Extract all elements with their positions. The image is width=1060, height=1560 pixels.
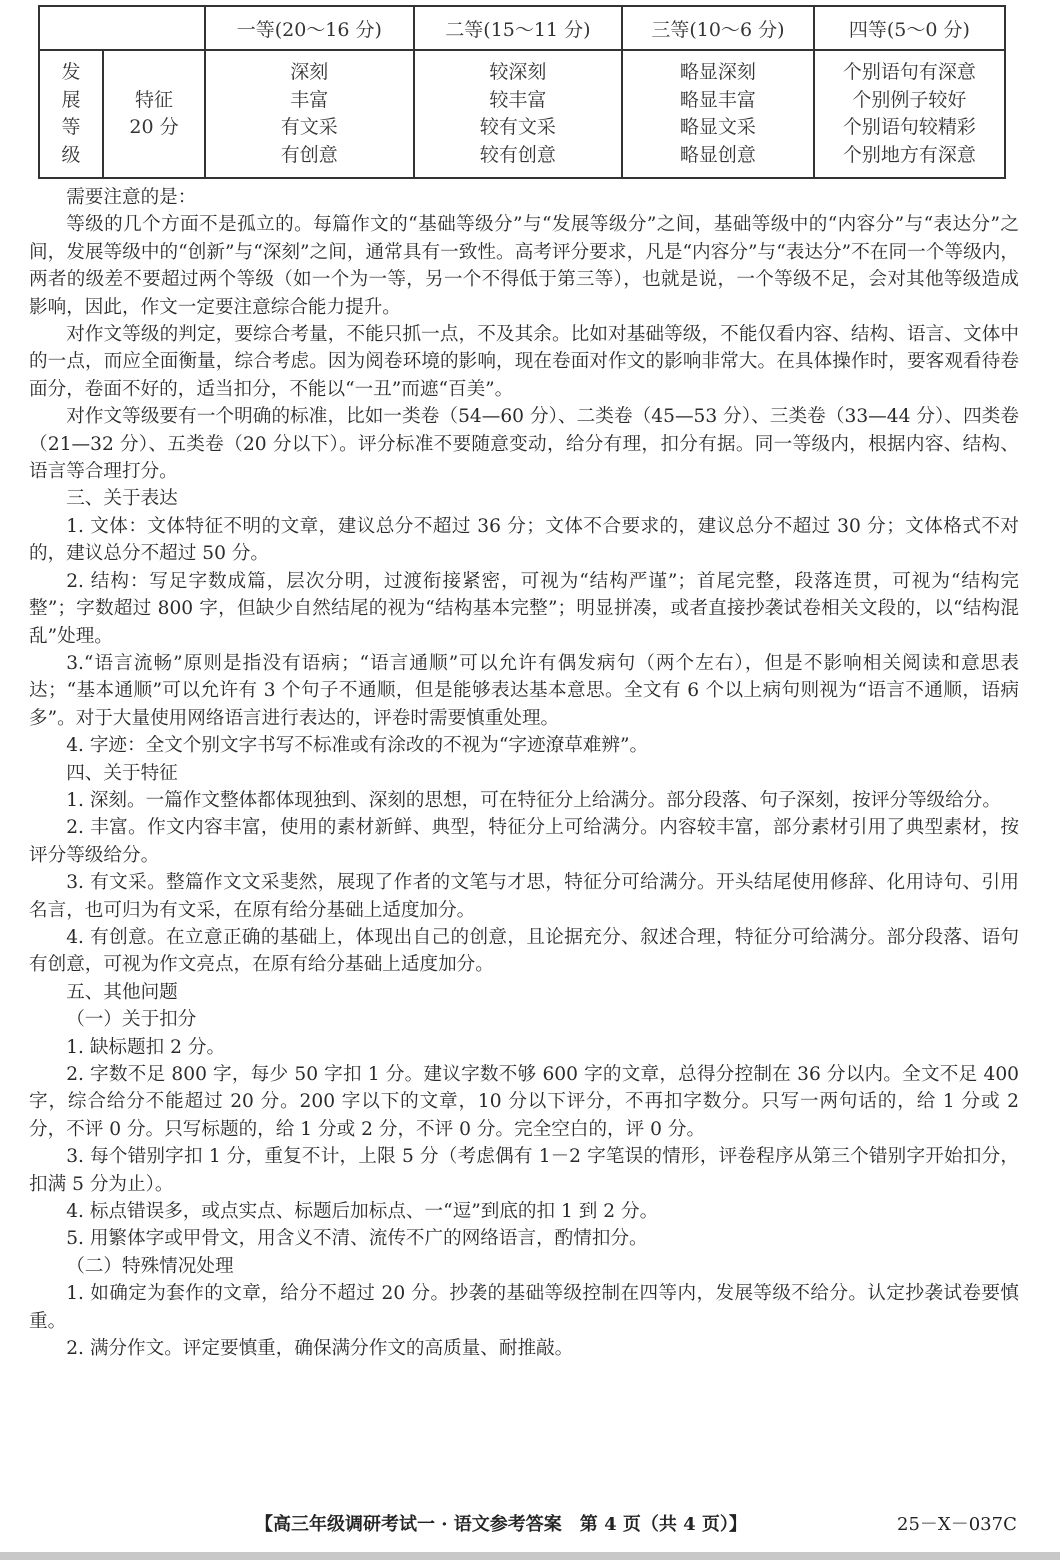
subsection-heading: （一）关于扣分 bbox=[66, 1009, 197, 1031]
paragraph: 4. 标点错误多，或点实点、标题后加标点、一“逗”到底的扣 1 到 2 分。 bbox=[66, 1201, 659, 1223]
cell-line: 略显深刻 bbox=[679, 61, 756, 83]
cell-line: 个别地方有深意 bbox=[842, 143, 976, 166]
table-cell-grade-4 bbox=[814, 50, 1005, 178]
section-heading: 五、其他问题 bbox=[66, 981, 178, 1003]
paragraph: 3. 每个错别字扣 1 分，重复不计，上限 5 分（考虑偶有 1－2 字笔误的情形，评卷程序从第三个错别字开始扣分，扣满 5 分为止）。 bbox=[29, 1146, 1019, 1195]
cell-line: 较深刻 bbox=[489, 61, 547, 83]
cell-line: 有文采 bbox=[280, 116, 338, 138]
table-row bbox=[39, 50, 1005, 178]
section-heading: 三、关于表达 bbox=[66, 488, 178, 510]
table-cell-grade-3 bbox=[622, 50, 813, 178]
table-cell-grade-1 bbox=[205, 50, 414, 178]
cell-line: 较丰富 bbox=[489, 88, 547, 111]
paragraph: 1. 文体：文体特征不明的文章，建议总分不超过 36 分；文体不合要求的，建议总分不超过 30 分；文体格式不对的，建议总分不超过 50 分。 bbox=[29, 515, 1019, 565]
paragraph: 2. 字数不足 800 字，每少 50 字扣 1 分。建议字数不够 600 字的文章，总得分控制在 36 分以内。全文不足 400 字，综合给分不能超过 20 分。200 字以下的文章，10 分以下评分，不再扣字数分。只写一两句话的，给 1 分或 2 分，不评 0 分。只写标题的，给 1 分或 2 分，不评 0 分。完全空白的，评 0 分。 bbox=[29, 1064, 1019, 1140]
row-group-label bbox=[39, 50, 103, 178]
footer-code: 25－X－037C bbox=[897, 1514, 1017, 1535]
cell-line: 略显丰富 bbox=[679, 88, 756, 111]
cell-line: 丰富 bbox=[290, 88, 329, 111]
cell-line: 个别语句有深意 bbox=[842, 61, 976, 83]
cell-line: 略显文采 bbox=[679, 116, 756, 138]
cell-line: 较有文采 bbox=[479, 116, 556, 138]
cell-line: 有创意 bbox=[280, 143, 338, 166]
section-heading: 四、关于特征 bbox=[66, 762, 178, 784]
cell-line: 略显创意 bbox=[679, 143, 756, 166]
paragraph: 需要注意的是： bbox=[66, 187, 197, 208]
page-footer bbox=[0, 1510, 1060, 1542]
paragraph: 2. 丰富。作文内容丰富，使用的素材新鲜、典型，特征分上可给满分。内容较丰富，部分素材引用了典型素材，按评分等级给分。 bbox=[29, 817, 1019, 866]
row-group-text: 发展等级 bbox=[61, 61, 81, 166]
cell-line: 个别语句较精彩 bbox=[842, 116, 976, 138]
bottom-divider bbox=[0, 1552, 1060, 1560]
grading-table bbox=[38, 5, 1006, 179]
paragraph: 5. 用繁体字或甲骨文，用含义不清、流传不广的网络语言，酌情扣分。 bbox=[66, 1228, 648, 1250]
cell-line: 深刻 bbox=[290, 61, 329, 83]
table-header-grade-1: 一等(20～16 分) bbox=[205, 6, 414, 50]
table-header-grade-3: 三等(10～6 分) bbox=[622, 6, 813, 50]
table-header-grade-2: 二等(15～11 分) bbox=[414, 6, 623, 50]
paragraph: 2. 结构：写足字数成篇，层次分明，过渡衔接紧密，可视为“结构严谨”；首尾完整，段落连贯，可视为“结构完整”；字数超过 800 字，但缺少自然结尾的视为“结构基本完整”；明显拼凑，或者直接抄袭试卷相关文段的，以“结构混乱”处理。 bbox=[29, 570, 1019, 647]
row-label-cell bbox=[103, 50, 205, 178]
paragraph: 对作文等级的判定，要综合考量，不能只抓一点，不及其余。比如对基础等级，不能仅看内容、结构、语言、文体中的一点，而应全面衡量，综合考虑。因为阅卷环境的影响，现在卷面对作文的影响非常大。在具体操作时，要客观看待卷面分，卷面不好的，适当扣分，不能以“一丑”而遮“百美”。 bbox=[29, 324, 1019, 400]
row-label: 特征 bbox=[134, 88, 173, 111]
table-header-blank bbox=[39, 6, 205, 50]
paragraph: 1. 缺标题扣 2 分。 bbox=[66, 1036, 226, 1058]
body-text bbox=[29, 184, 1019, 1362]
footer-title: 【高三年级调研考试一 · 语文参考答案 第 4 页（共 4 页）】 bbox=[255, 1514, 747, 1535]
paragraph: 2. 满分作文。评定要慎重，确保满分作文的高质量、耐推敲。 bbox=[66, 1338, 574, 1360]
paragraph: 3. 有文采。整篇作文文采斐然，展现了作者的文笔与才思，特征分可给满分。开头结尾使用修辞、化用诗句、引用名言，也可归为有文采，在原有给分基础上适度加分。 bbox=[29, 872, 1019, 921]
paragraph: 4. 字迹：全文个别文字书写不标准或有涂改的不视为“字迹潦草难辨”。 bbox=[66, 735, 649, 757]
paragraph: 等级的几个方面不是孤立的。每篇作文的“基础等级分”与“发展等级分”之间，基础等级中的“内容分”与“表达分”之间，发展等级中的“创新”与“深刻”之间，通常具有一致性。高考评分要求，凡是“内容分”与“表达分”不在同一个等级内，两者的级差不要超过两个等级（如一个为一等，另一个不得低于第三等），也就是说，一个等级不足，会对其他等级造成影响，因此，作文一定要注意综合能力提升。 bbox=[29, 214, 1019, 318]
paragraph: 1. 深刻。一篇作文整体都体现独到、深刻的思想，可在特征分上给满分。部分段落、句子深刻，按评分等级给分。 bbox=[66, 789, 1001, 811]
subsection-heading: （二）特殊情况处理 bbox=[66, 1255, 234, 1277]
paragraph: 对作文等级要有一个明确的标准，比如一类卷（54—60 分）、二类卷（45—53 分）、三类卷（33—44 分）、四类卷（21—32 分）、五类卷（20 分以下）。评分标准不要随意变动，给分有理，扣分有据。同一等级内，根据内容、结构、语言等合理打分。 bbox=[29, 406, 1019, 483]
paragraph: 3.“语言流畅”原则是指没有语病；“语言通顺”可以允许有偶发病句（两个左右），但是不影响相关阅读和意思表达；“基本通顺”可以允许有 3 个句子不通顺，但是能够表达基本意思。全文有 6 个以上病句则视为“语言不通顺，语病多”。对于大量使用网络语言进行表达的，评卷时需要慎重处理。 bbox=[29, 652, 1019, 729]
cell-line: 个别例子较好 bbox=[852, 88, 967, 111]
table-header-grade-4: 四等(5～0 分) bbox=[814, 6, 1005, 50]
cell-line: 较有创意 bbox=[479, 143, 556, 166]
table-cell-grade-2 bbox=[414, 50, 623, 178]
paragraph: 1. 如确定为套作的文章，给分不超过 20 分。抄袭的基础等级控制在四等内，发展等级不给分。认定抄袭试卷要慎重。 bbox=[29, 1283, 1019, 1332]
row-score: 20 分 bbox=[129, 116, 179, 138]
table-header-row bbox=[39, 6, 1005, 50]
paragraph: 4. 有创意。在立意正确的基础上，体现出自己的创意，且论据充分、叙述合理，特征分可给满分。部分段落、语句有创意，可视为作文亮点，在原有给分基础上适度加分。 bbox=[29, 926, 1019, 976]
